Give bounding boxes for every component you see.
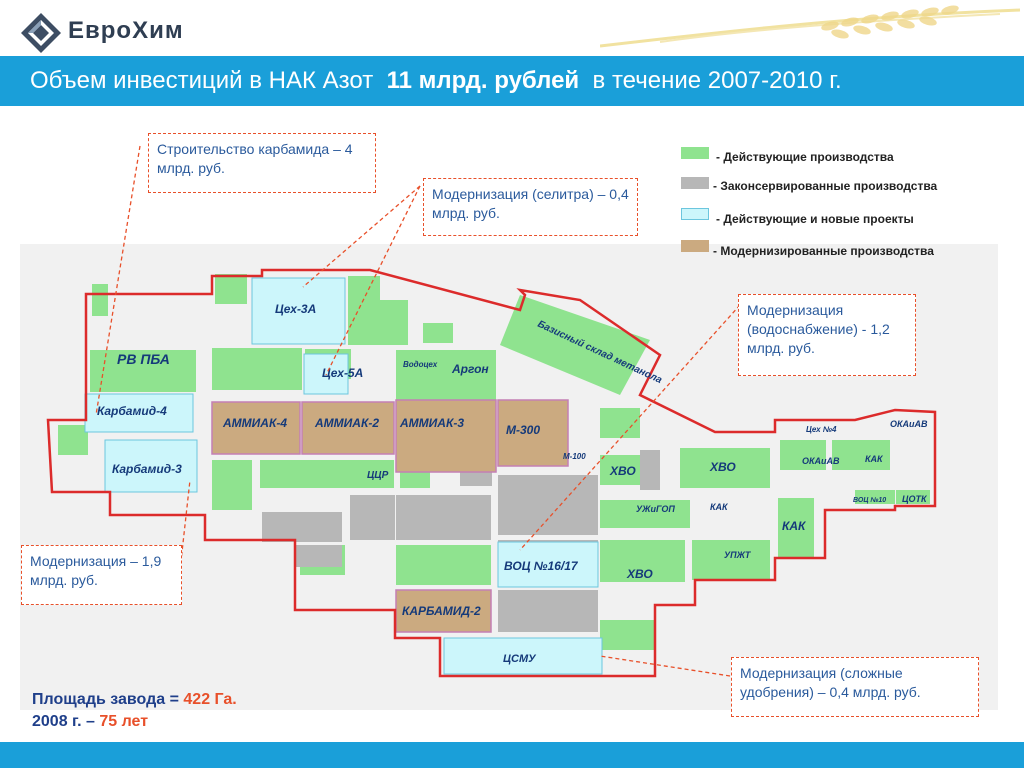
legend-label-active: - Действующие производства: [716, 150, 894, 164]
callout-water: Модернизация (водоснабжение) - 1,2 млрд. руб.: [738, 294, 916, 376]
callout-modern-19: Модернизация – 1,9 млрд. руб.: [21, 545, 182, 605]
title-highlight: 11 млрд. рублей: [386, 67, 580, 94]
label-tssmu: ЦСМУ: [503, 653, 536, 665]
label-okauav-1: ОКАиАВ: [890, 419, 928, 429]
label-hvo-3: ХВО: [627, 567, 653, 581]
label-tsotk: ЦОТК: [902, 494, 927, 504]
label-tsts-r: ЦЦР: [367, 470, 389, 481]
label-upzht: УПЖТ: [724, 550, 751, 560]
callout-selitra: Модернизация (селитра) – 0,4 млрд. руб.: [423, 178, 638, 236]
label-argon: Аргон: [452, 362, 489, 376]
label-karbamid-2: КАРБАМИД-2: [402, 604, 481, 618]
callout-karbamid-build: Строительство карбамида – 4 млрд. руб.: [148, 133, 376, 193]
legend-swatch-mothballed: [681, 177, 709, 189]
plant-age: [32, 713, 148, 731]
title-suffix: в течение 2007-2010 г.: [592, 67, 842, 94]
bottom-bar: [0, 742, 1024, 768]
label-bazisny: Базисный склад метанола: [535, 318, 664, 387]
label-m-300: М-300: [506, 423, 541, 437]
label-rv-pba: РВ ПБА: [117, 351, 170, 367]
logo-text: ЕвроХим: [68, 17, 184, 44]
label-tsekh-5a: Цех-5А: [322, 366, 364, 380]
year-value: 75 лет: [99, 713, 149, 730]
label-tsekh-4: Цех №4: [806, 425, 837, 434]
label-ammiak-4: АММИАК-4: [223, 416, 288, 430]
label-voc-16-17: ВОЦ №16/17: [504, 559, 578, 573]
legend-swatch-projects: [681, 208, 709, 220]
year-label: 2008 г. –: [32, 713, 95, 730]
legend-label-modernized: - Модернизированные производства: [713, 244, 934, 258]
label-kak-2: КАК: [865, 454, 883, 464]
label-kak-1: КАК: [710, 502, 728, 512]
legend-swatch-modernized: [681, 240, 709, 252]
label-m-100: М-100: [563, 452, 586, 461]
label-okauav-2: ОКАиАВ: [802, 456, 840, 466]
label-karbamid-3: Карбамид-3: [112, 462, 182, 476]
label-kak-3: КАК: [782, 519, 806, 533]
label-ammiak-2: АММИАК-2: [315, 416, 380, 430]
label-ujgop: УЖиГОП: [636, 504, 675, 514]
label-vodotsekh: Водоцех: [403, 360, 438, 369]
plant-area: [32, 691, 237, 709]
label-voc-10: ВОЦ №10: [853, 497, 887, 504]
area-label: Площадь завода =: [32, 691, 179, 708]
legend-label-projects: - Действующие и новые проекты: [716, 212, 914, 226]
area-value: 422 Га.: [183, 691, 237, 708]
label-karbamid-4: Карбамид-4: [97, 404, 167, 418]
label-hvo-1: ХВО: [610, 464, 636, 478]
label-ammiak-3: АММИАК-3: [400, 416, 465, 430]
legend-label-mothballed: - Законсервированные производства: [713, 179, 938, 193]
label-tsekh-3a: Цех-3А: [275, 302, 317, 316]
legend-swatch-active: [681, 147, 709, 159]
label-hvo-2: ХВО: [710, 460, 736, 474]
callout-complex-fert: Модернизация (сложные удобрения) – 0,4 млрд. руб.: [731, 657, 979, 717]
title-prefix: Объем инвестиций в НАК Азот: [30, 67, 374, 94]
